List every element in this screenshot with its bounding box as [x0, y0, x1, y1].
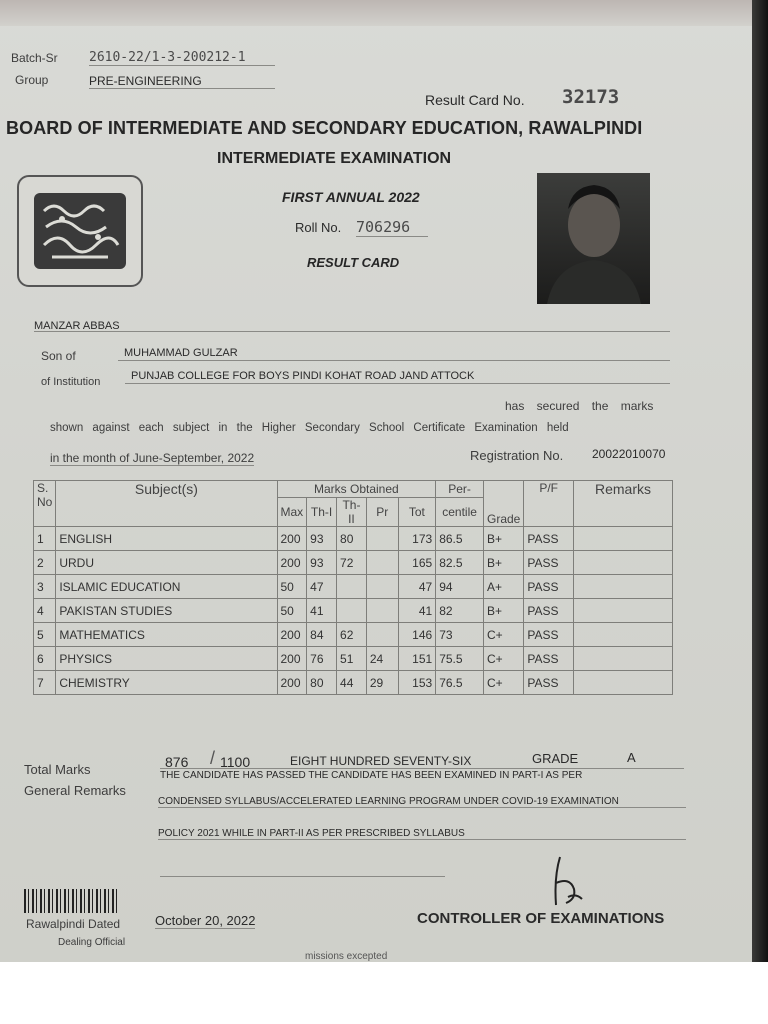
- cell-pr: [366, 575, 398, 599]
- dealing-official: Dealing Official: [58, 937, 126, 948]
- th-pr: Pr: [366, 498, 398, 527]
- th-remarks: Remarks: [574, 481, 673, 527]
- remarks-line1: THE CANDIDATE HAS PASSED THE CANDIDATE HAS BEEN EXAMINED IN PART-I AS PER: [160, 770, 583, 781]
- cell-pr: [366, 623, 398, 647]
- cell-pr: 29: [366, 671, 398, 695]
- th-sno: [34, 481, 56, 527]
- total-marks-label: Total Marks: [24, 762, 91, 777]
- cell-percentile: 82: [436, 599, 484, 623]
- dated-label: Rawalpindi Dated: [26, 917, 121, 931]
- cell-max: 200: [277, 551, 307, 575]
- slash-mark: /: [210, 748, 216, 768]
- father-underline: [118, 360, 670, 361]
- cell-tot: 47: [398, 575, 436, 599]
- table-row: [34, 623, 673, 647]
- table-row: [34, 647, 673, 671]
- dated-value: October 20, 2022: [155, 913, 256, 928]
- cell-pf: PASS: [524, 551, 574, 575]
- result-card-title: RESULT CARD: [307, 255, 400, 270]
- document-top-edge: [0, 0, 752, 26]
- institution-label: of Institution: [41, 376, 101, 388]
- cell-pr: 24: [366, 647, 398, 671]
- cell-tot: 165: [398, 551, 436, 575]
- batch-label: Batch-Sr: [11, 51, 58, 65]
- cell-percentile: 86.5: [436, 527, 484, 551]
- cell-th2: 72: [337, 551, 367, 575]
- marks-table: [33, 480, 673, 695]
- cell-th1: 41: [307, 599, 337, 623]
- cell-grade: B+: [484, 527, 524, 551]
- cell-grade: B+: [484, 551, 524, 575]
- controller-title: CONTROLLER OF EXAMINATIONS: [417, 910, 665, 927]
- registration-value: 20022010070: [592, 447, 666, 461]
- result-card-no-value: 32173: [562, 86, 620, 108]
- annual-title: FIRST ANNUAL 2022: [282, 189, 420, 205]
- cell-subject: ISLAMIC EDUCATION: [56, 575, 277, 599]
- cell-tot: 153: [398, 671, 436, 695]
- group-label: Group: [15, 73, 49, 87]
- batch-value: 2610-22/1-3-200212-1: [89, 50, 275, 66]
- cell-th2: 51: [337, 647, 367, 671]
- cell-grade: C+: [484, 647, 524, 671]
- cell-grade: C+: [484, 671, 524, 695]
- cell-pf: PASS: [524, 527, 574, 551]
- son-of-label: Son of: [41, 349, 76, 363]
- institution-name: PUNJAB COLLEGE FOR BOYS PINDI KOHAT ROAD JAND ATTOCK: [131, 370, 475, 382]
- cut-footer-text: missions excepted: [305, 951, 388, 962]
- cell-remarks: [574, 575, 673, 599]
- cell-sno: 4: [34, 599, 56, 623]
- cell-pf: PASS: [524, 647, 574, 671]
- th-grade: Grade: [484, 481, 524, 527]
- roll-no-label: Roll No.: [295, 220, 342, 235]
- cell-th2: 80: [337, 527, 367, 551]
- cell-max: 200: [277, 623, 307, 647]
- th-pf: P/F: [524, 481, 574, 527]
- roll-no-value: 706296: [356, 218, 428, 237]
- father-name: MUHAMMAD GULZAR: [124, 347, 238, 359]
- cell-pf: PASS: [524, 671, 574, 695]
- remarks-blank-line: [160, 876, 445, 877]
- cell-percentile: 82.5: [436, 551, 484, 575]
- th-marks-obtained: Marks Obtained: [277, 481, 436, 498]
- cell-max: 50: [277, 599, 307, 623]
- cell-remarks: [574, 647, 673, 671]
- cell-remarks: [574, 527, 673, 551]
- statement-line3: in the month of June-September, 2022: [50, 451, 255, 465]
- cell-sno: 6: [34, 647, 56, 671]
- cell-subject: MATHEMATICS: [56, 623, 277, 647]
- table-row: [34, 599, 673, 623]
- background-edge: [752, 0, 768, 962]
- th-th1: Th-I: [307, 498, 337, 527]
- grade-value: A: [627, 750, 636, 765]
- result-card-no-label: Result Card No.: [425, 92, 525, 108]
- cell-tot: 151: [398, 647, 436, 671]
- cell-sno: 5: [34, 623, 56, 647]
- cell-sno: 3: [34, 575, 56, 599]
- th-sno2-text: No: [37, 495, 53, 509]
- cell-th2: [337, 599, 367, 623]
- portrait-icon: [537, 173, 650, 304]
- barcode: [24, 889, 120, 913]
- total-max: 1100: [220, 754, 251, 770]
- cell-th1: 93: [307, 527, 337, 551]
- institution-underline: [125, 383, 670, 384]
- cell-percentile: 76.5: [436, 671, 484, 695]
- cell-tot: 41: [398, 599, 436, 623]
- cell-subject: PAKISTAN STUDIES: [56, 599, 277, 623]
- table-row: [34, 527, 673, 551]
- total-underline: [160, 768, 684, 769]
- cell-max: 50: [277, 575, 307, 599]
- cell-grade: B+: [484, 599, 524, 623]
- th-th2: Th-II: [337, 498, 367, 527]
- table-row: [34, 575, 673, 599]
- cell-th1: 47: [307, 575, 337, 599]
- th-sno-text: S.: [37, 481, 49, 495]
- cell-pr: [366, 527, 398, 551]
- cell-max: 200: [277, 527, 307, 551]
- th-percentile: Per-: [436, 481, 484, 498]
- cell-remarks: [574, 599, 673, 623]
- cell-grade: C+: [484, 623, 524, 647]
- statement-line2: shown against each subject in the Higher Secondary School Certificate Examination held: [50, 422, 569, 434]
- table-row: [34, 671, 673, 695]
- grade-label: GRADE: [532, 751, 579, 766]
- cell-percentile: 94: [436, 575, 484, 599]
- cell-th2: 44: [337, 671, 367, 695]
- table-row: [34, 551, 673, 575]
- cell-max: 200: [277, 647, 307, 671]
- cell-remarks: [574, 623, 673, 647]
- general-remarks-label: General Remarks: [24, 783, 126, 798]
- remarks-line2: CONDENSED SYLLABUS/ACCELERATED LEARNING PROGRAM UNDER COVID-19 EXAMINATION: [158, 796, 686, 808]
- cell-th2: 62: [337, 623, 367, 647]
- name-underline: [34, 331, 670, 332]
- cell-th1: 93: [307, 551, 337, 575]
- student-photo: [537, 173, 650, 304]
- cell-max: 200: [277, 671, 307, 695]
- cell-subject: ENGLISH: [56, 527, 277, 551]
- cell-th1: 84: [307, 623, 337, 647]
- cell-pf: PASS: [524, 575, 574, 599]
- cell-percentile: 75.5: [436, 647, 484, 671]
- cell-subject: URDU: [56, 551, 277, 575]
- signature-icon: [540, 853, 590, 913]
- cell-pf: PASS: [524, 599, 574, 623]
- remarks-line3: POLICY 2021 WHILE IN PART-II AS PER PRESCRIBED SYLLABUS: [158, 828, 686, 840]
- cell-pr: [366, 599, 398, 623]
- cell-th1: 80: [307, 671, 337, 695]
- group-value: PRE-ENGINEERING: [89, 74, 275, 89]
- total-in-words: EIGHT HUNDRED SEVENTY-SIX: [290, 754, 472, 768]
- cell-th1: 76: [307, 647, 337, 671]
- cell-grade: A+: [484, 575, 524, 599]
- cell-th2: [337, 575, 367, 599]
- cell-subject: CHEMISTRY: [56, 671, 277, 695]
- cell-sno: 7: [34, 671, 56, 695]
- cell-pf: PASS: [524, 623, 574, 647]
- cell-subject: PHYSICS: [56, 647, 277, 671]
- cell-percentile: 73: [436, 623, 484, 647]
- cell-tot: 146: [398, 623, 436, 647]
- th-subject: Subject(s): [56, 481, 277, 527]
- registration-label: Registration No.: [470, 448, 564, 463]
- cell-pr: [366, 551, 398, 575]
- total-obtained: 876: [165, 754, 189, 770]
- th-tot: Tot: [398, 498, 436, 527]
- calligraphy-emblem-icon: [32, 191, 128, 271]
- board-title: BOARD OF INTERMEDIATE AND SECONDARY EDUCATION, RAWALPINDI: [6, 118, 643, 138]
- th-percentile2: centile: [436, 498, 484, 527]
- student-name: MANZAR ABBAS: [34, 320, 120, 332]
- board-logo: [17, 175, 143, 287]
- cell-tot: 173: [398, 527, 436, 551]
- statement-line1: has secured the marks: [505, 399, 654, 413]
- th-max: Max: [277, 498, 307, 527]
- cell-remarks: [574, 551, 673, 575]
- cell-remarks: [574, 671, 673, 695]
- cell-sno: 2: [34, 551, 56, 575]
- cell-sno: 1: [34, 527, 56, 551]
- exam-title: INTERMEDIATE EXAMINATION: [217, 150, 452, 167]
